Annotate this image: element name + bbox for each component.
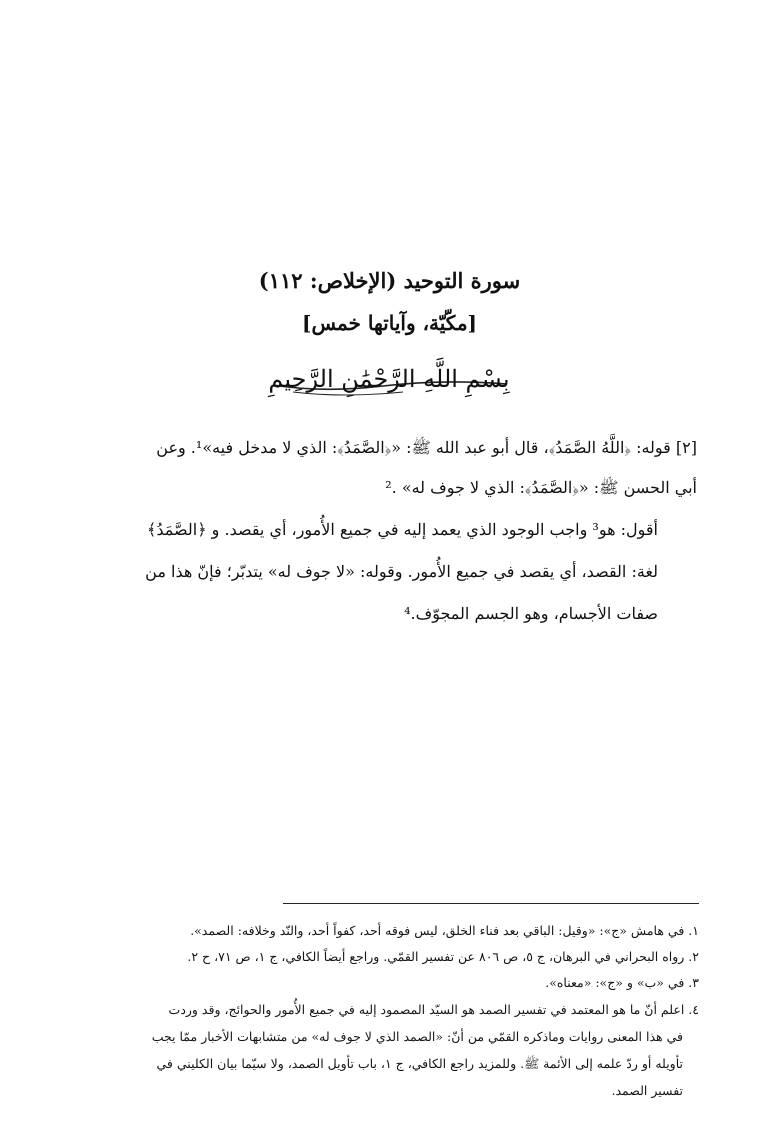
footnote-1: ١. في هامش «ج»: «وقيل: الباقي بعد فناء الخلق، ليس فوقه أحد، كفواً أحد، والنّد وخلافه: الصمد». <box>190 923 699 938</box>
paragraph-2-line-2: لغة: القصد، أي يقصد في جميع الأُمور. وقوله: «لا جوف له» يتدبّر؛ فإنّ هذا من <box>145 562 658 581</box>
footnote-3: ٣. في «ب» و «ج»: «معناه». <box>545 975 699 990</box>
footnote-4-line-4: تفسير الصمد. <box>611 1083 683 1098</box>
paragraph-2-line-1: أقول: هو³ واجب الوجود الذي يعمد إليه في جميع الأُمور، أي يقصد. و ﴿الصَّمَدُ﴾ <box>146 520 658 539</box>
paragraph-1-line-1: [٢] قوله: ﴿اللَّهُ الصَّمَدُ﴾، قال أبو عبد الله ﷺ: «﴿الصَّمَدُ﴾: الذي لا مدخل فيه»¹. وعن <box>156 438 697 457</box>
paragraph-1-line-2: أبي الحسن ﷺ: «﴿الصَّمَدُ﴾: الذي لا جوف له» .² <box>385 478 697 497</box>
footnote-4-line-3: تأويله أو ردّ علمه إلى الأئمة ﷺ. وللمزيد راجع الكافي، ج ١، باب تأويل الصمد، ولا سيّما بيان الكليني في <box>156 1056 683 1071</box>
surah-title: سورة التوحيد (الإخلاص: ١١٢) <box>258 268 521 293</box>
footnote-4-line-2: في هذا المعنى روايات وماذكره القمّي من أنّ: «الصمد الذي لا جوف له» من متشابهات الأخبار ممّا يجب <box>151 1029 683 1044</box>
paragraph-2-line-3: صفات الأجسام، وهو الجسم المجوّف.⁴ <box>404 604 658 623</box>
basmala-text: بِسْمِ اللَّهِ الرَّحْمَٰنِ الرَّحِيمِ <box>268 365 510 393</box>
footnote-separator <box>283 903 699 904</box>
footnote-2: ٢. رواه البحراني في البرهان، ج ٥، ص ٨٠٦ عن تفسير القمّي. وراجع أيضاً الكافي، ج ١، ص ٧١، ح ٢. <box>187 949 699 964</box>
surah-subtitle: [مكّيّة، وآياتها خمس] <box>302 311 477 335</box>
basmala-calligraphy <box>263 355 515 405</box>
footnote-4-line-1: ٤. اعلم أنّ ما هو المعتمد في تفسير الصمد هو السيّد المصمود إليه في جميع الأُمور والحوائج، وقد وردت <box>168 1002 699 1017</box>
